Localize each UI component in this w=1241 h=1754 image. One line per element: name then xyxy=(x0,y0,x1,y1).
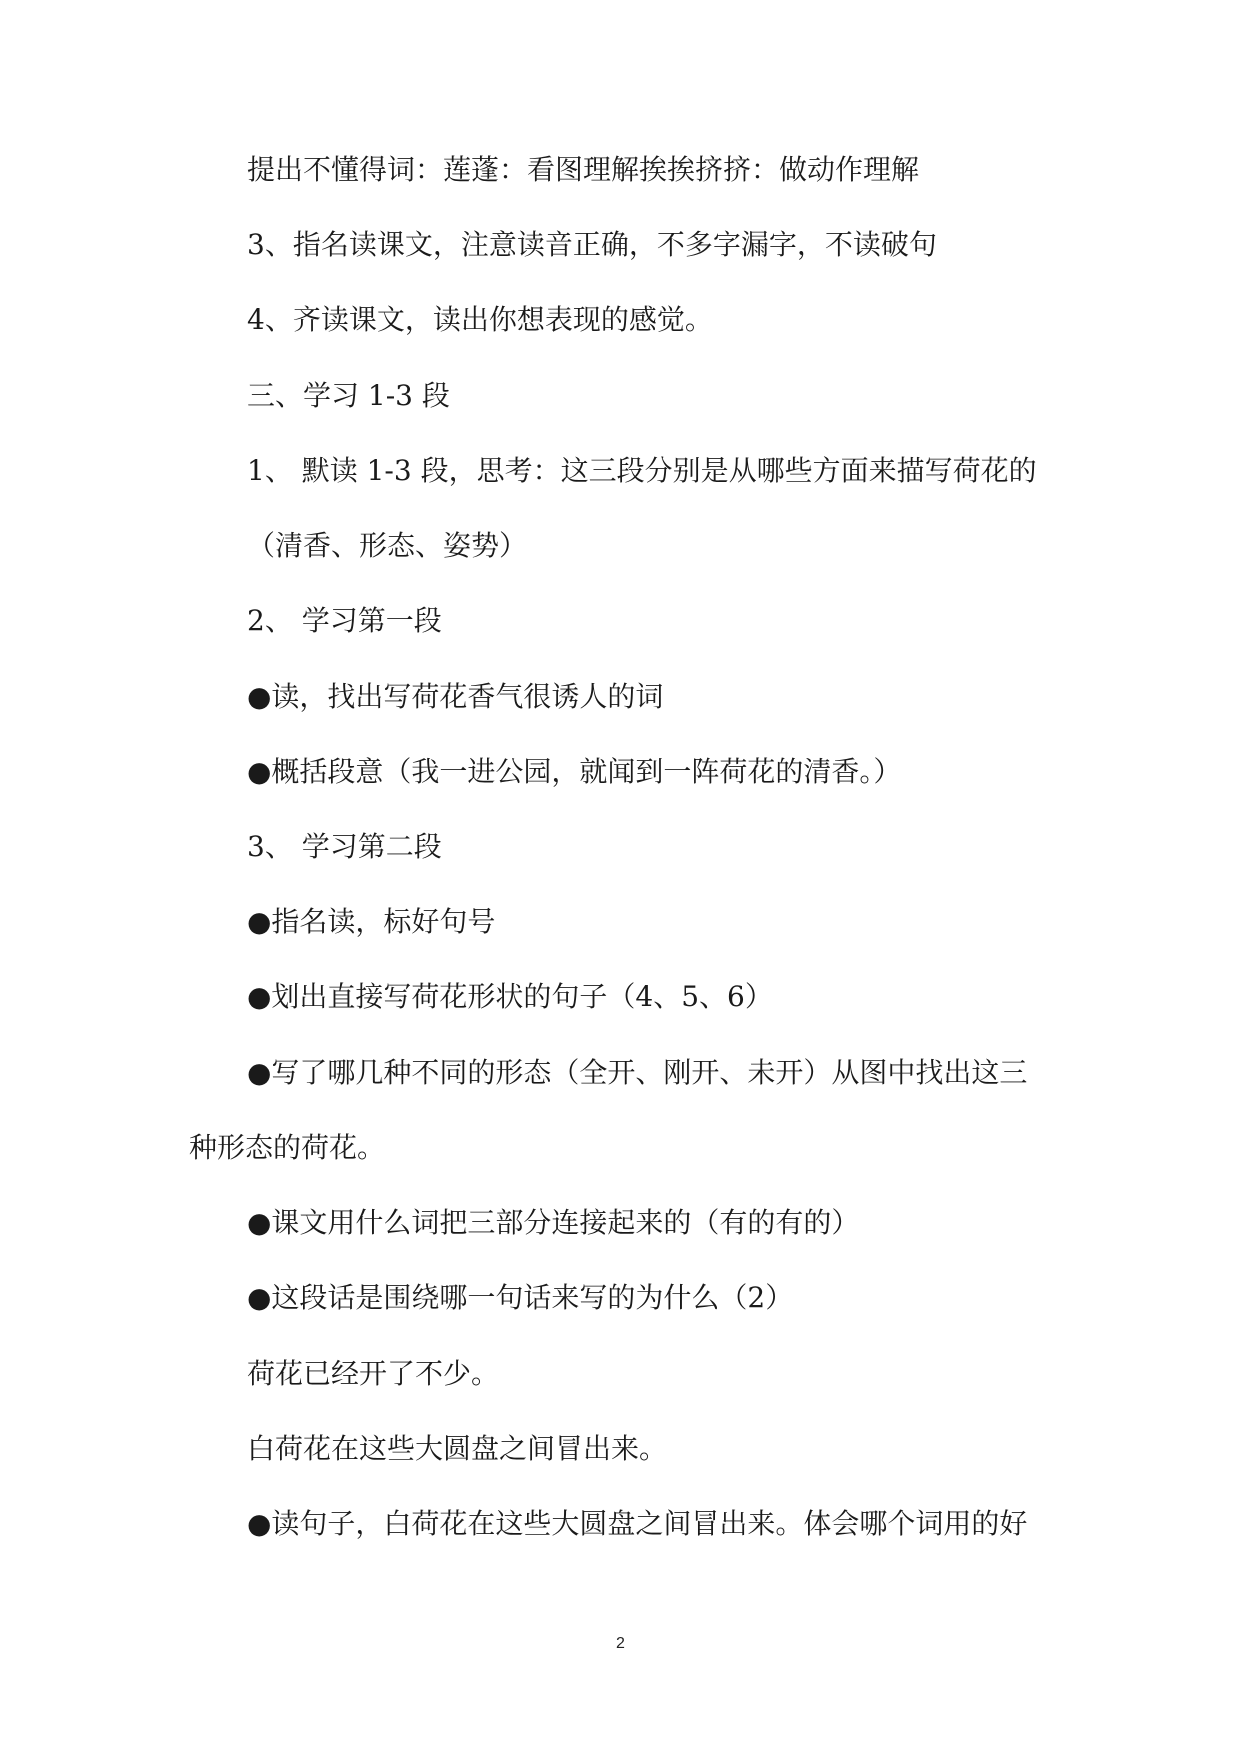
text-line-18: 白荷花在这些大圆盘之间冒出来。 xyxy=(247,1432,668,1465)
text-line-5: 1、 默读 1-3 段，思考：这三段分别是从哪些方面来描写荷花的 xyxy=(247,454,1037,487)
text-line-3: 4、齐读课文，读出你想表现的感觉。 xyxy=(247,303,713,336)
text-line-7: 2、 学习第一段 xyxy=(247,604,442,637)
text-line-1: 提出不懂得词：莲蓬：看图理解挨挨挤挤：做动作理解 xyxy=(247,153,920,186)
page-number: 2 xyxy=(616,1635,625,1652)
bullet-line-19: ●读句子，白荷花在这些大圆盘之间冒出来。体会哪个词用的好 xyxy=(247,1507,1028,1540)
text-line-2: 3、指名读课文，注意读音正确，不多字漏字，不读破句 xyxy=(247,228,937,261)
text-line-10: 3、 学习第二段 xyxy=(247,830,442,863)
bullet-line-13: ●写了哪几种不同的形态（全开、刚开、未开）从图中找出这三 xyxy=(247,1056,1028,1089)
text-line-6: （清香、形态、姿势） xyxy=(247,529,528,562)
section-heading: 三、学习 1-3 段 xyxy=(247,379,450,412)
text-line-14: 种形态的荷花。 xyxy=(189,1131,386,1164)
bullet-line-9: ●概括段意（我一进公园，就闻到一阵荷花的清香。） xyxy=(247,755,902,788)
text-line-17: 荷花已经开了不少。 xyxy=(247,1357,500,1390)
bullet-line-16: ●这段话是围绕哪一句话来写的为什么（2） xyxy=(247,1281,794,1314)
bullet-line-12: ●划出直接写荷花形状的句子（4、5、6） xyxy=(247,980,773,1013)
bullet-line-11: ●指名读，标好句号 xyxy=(247,905,496,938)
bullet-line-8: ●读，找出写荷花香气很诱人的词 xyxy=(247,680,664,713)
bullet-line-15: ●课文用什么词把三部分连接起来的（有的有的） xyxy=(247,1206,860,1239)
